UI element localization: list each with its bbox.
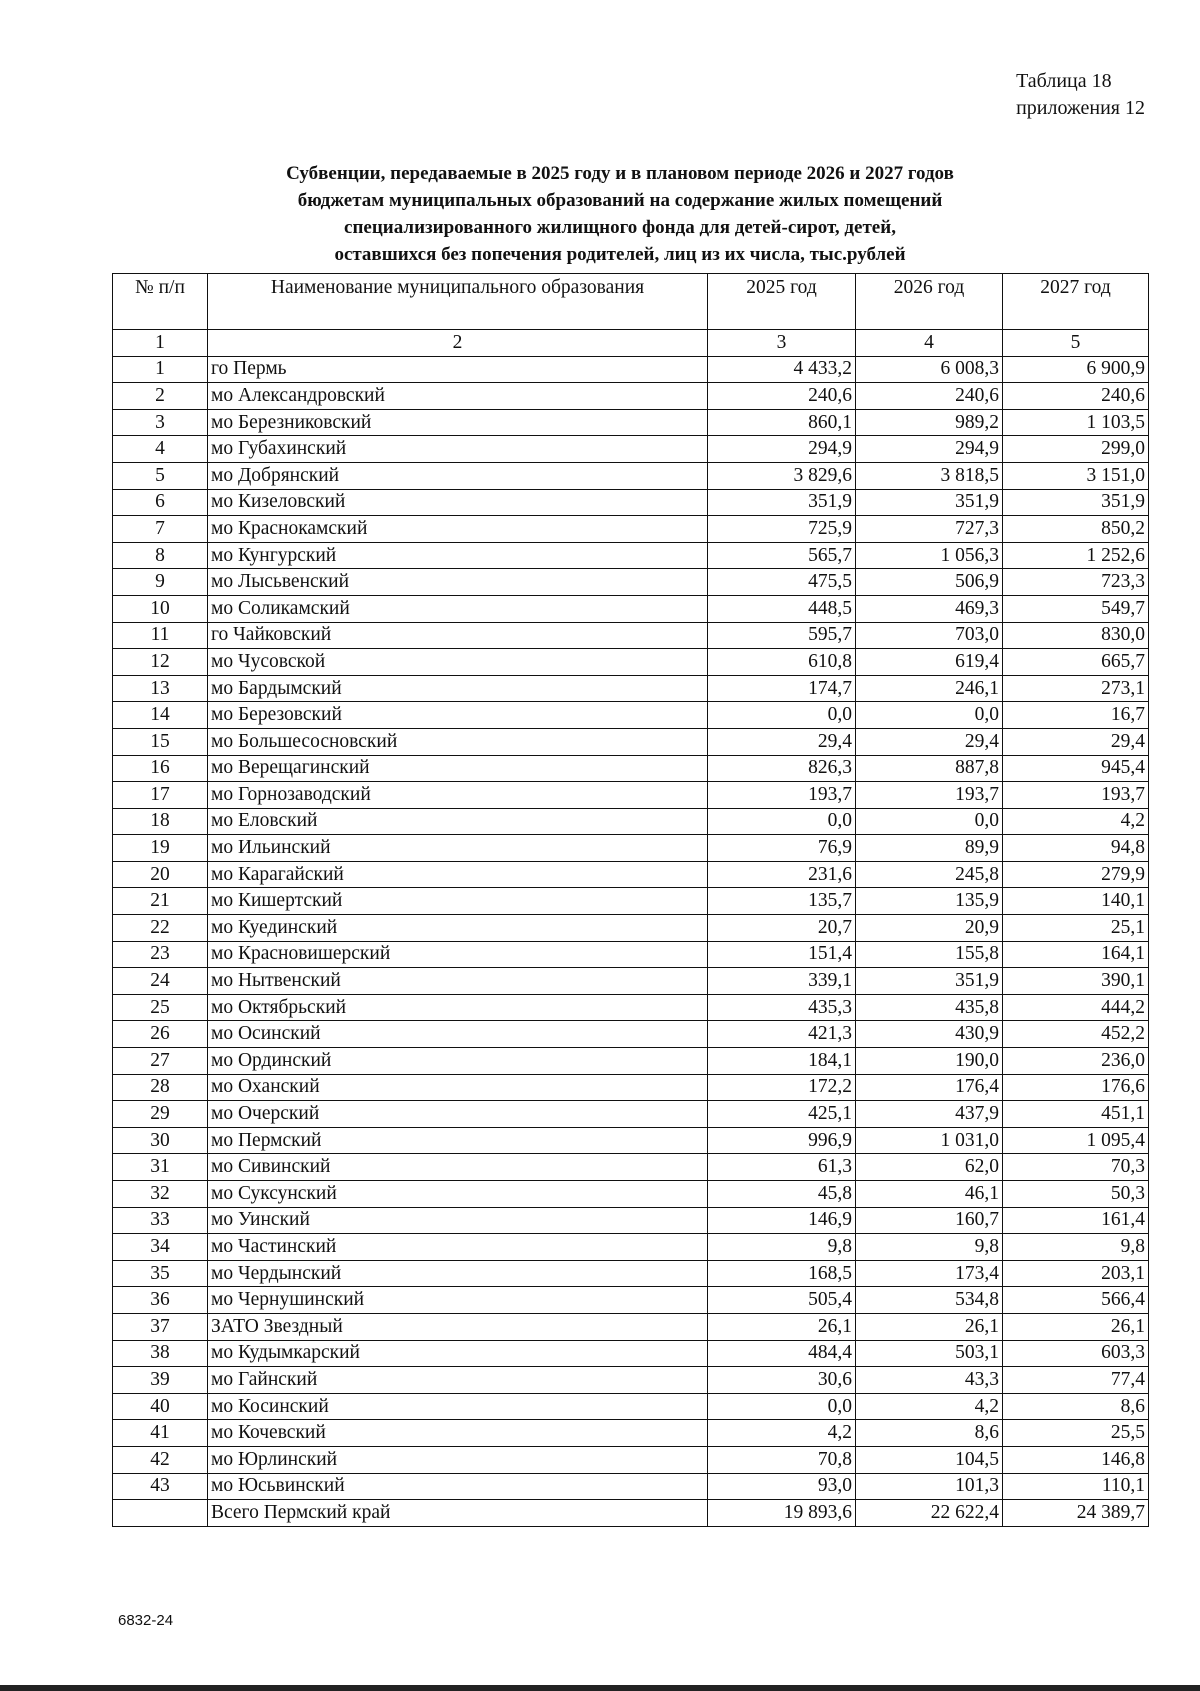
municipality-name: мо Березниковский <box>208 409 708 436</box>
table-row <box>113 1313 1149 1340</box>
municipality-name: мо Губахинский <box>208 436 708 463</box>
total-2025: 19 893,6 <box>708 1500 856 1527</box>
row-number: 21 <box>113 888 208 915</box>
document-title <box>220 160 1020 268</box>
value-2026: 1 031,0 <box>856 1127 1003 1154</box>
row-number: 24 <box>113 968 208 995</box>
title-line3: специализированного жилищного фонда для детей-сирот, детей, <box>344 217 896 238</box>
table-row <box>113 1154 1149 1181</box>
row-number: 29 <box>113 1101 208 1128</box>
municipality-name: мо Чернушинский <box>208 1287 708 1314</box>
value-2027: 29,4 <box>1003 728 1149 755</box>
table-row <box>113 1127 1149 1154</box>
value-2026: 104,5 <box>856 1446 1003 1473</box>
row-number: 38 <box>113 1340 208 1367</box>
total-label: Всего Пермский край <box>208 1500 708 1527</box>
row-number: 3 <box>113 409 208 436</box>
municipality-name: мо Бардымский <box>208 675 708 702</box>
value-2025: 45,8 <box>708 1181 856 1208</box>
table-row <box>113 1260 1149 1287</box>
value-2026: 989,2 <box>856 409 1003 436</box>
municipality-name: мо Кизеловский <box>208 489 708 516</box>
municipality-name: мо Гайнский <box>208 1367 708 1394</box>
municipality-name: мо Горнозаводский <box>208 782 708 809</box>
row-number: 16 <box>113 755 208 782</box>
value-2027: 236,0 <box>1003 1048 1149 1075</box>
value-2027: 6 900,9 <box>1003 356 1149 383</box>
value-2027: 176,6 <box>1003 1074 1149 1101</box>
row-number: 28 <box>113 1074 208 1101</box>
value-2027: 566,4 <box>1003 1287 1149 1314</box>
municipality-name: мо Пермский <box>208 1127 708 1154</box>
table-row <box>113 409 1149 436</box>
table-row <box>113 1446 1149 1473</box>
municipality-name: мо Верещагинский <box>208 755 708 782</box>
value-2025: 30,6 <box>708 1367 856 1394</box>
value-2026: 26,1 <box>856 1313 1003 1340</box>
value-2025: 3 829,6 <box>708 462 856 489</box>
municipality-name: мо Уинский <box>208 1207 708 1234</box>
table-row <box>113 622 1149 649</box>
municipality-name: мо Куединский <box>208 915 708 942</box>
value-2025: 70,8 <box>708 1446 856 1473</box>
value-2026: 155,8 <box>856 941 1003 968</box>
row-number: 18 <box>113 808 208 835</box>
table-row <box>113 595 1149 622</box>
value-2026: 176,4 <box>856 1074 1003 1101</box>
value-2025: 4 433,2 <box>708 356 856 383</box>
value-2027: 444,2 <box>1003 994 1149 1021</box>
value-2027: 273,1 <box>1003 675 1149 702</box>
row-number: 26 <box>113 1021 208 1048</box>
row-number: 23 <box>113 941 208 968</box>
municipality-name: мо Красновишерский <box>208 941 708 968</box>
table-row <box>113 1101 1149 1128</box>
value-2025: 0,0 <box>708 808 856 835</box>
row-number: 19 <box>113 835 208 862</box>
value-2026: 3 818,5 <box>856 462 1003 489</box>
value-2025: 339,1 <box>708 968 856 995</box>
value-2027: 110,1 <box>1003 1473 1149 1500</box>
value-2027: 203,1 <box>1003 1260 1149 1287</box>
value-2025: 421,3 <box>708 1021 856 1048</box>
value-2025: 61,3 <box>708 1154 856 1181</box>
value-2026: 246,1 <box>856 675 1003 702</box>
value-2026: 8,6 <box>856 1420 1003 1447</box>
value-2025: 193,7 <box>708 782 856 809</box>
table-row <box>113 888 1149 915</box>
table-row <box>113 1340 1149 1367</box>
municipality-name: мо Нытвенский <box>208 968 708 995</box>
value-2026: 503,1 <box>856 1340 1003 1367</box>
value-2026: 727,3 <box>856 516 1003 543</box>
table-reference-line1: Таблица 18 <box>1016 70 1112 92</box>
total-2026: 22 622,4 <box>856 1500 1003 1527</box>
value-2026: 29,4 <box>856 728 1003 755</box>
municipality-name: мо Октябрьский <box>208 994 708 1021</box>
row-number: 32 <box>113 1181 208 1208</box>
table-row <box>113 861 1149 888</box>
table-row <box>113 489 1149 516</box>
value-2026: 619,4 <box>856 649 1003 676</box>
row-number: 5 <box>113 462 208 489</box>
value-2027: 945,4 <box>1003 755 1149 782</box>
value-2026: 62,0 <box>856 1154 1003 1181</box>
value-2026: 240,6 <box>856 383 1003 410</box>
municipality-name: мо Еловский <box>208 808 708 835</box>
value-2025: 996,9 <box>708 1127 856 1154</box>
value-2025: 595,7 <box>708 622 856 649</box>
value-2026: 46,1 <box>856 1181 1003 1208</box>
value-2027: 299,0 <box>1003 436 1149 463</box>
value-2026: 101,3 <box>856 1473 1003 1500</box>
municipality-name: мо Суксунский <box>208 1181 708 1208</box>
value-2026: 6 008,3 <box>856 356 1003 383</box>
table-row <box>113 1420 1149 1447</box>
value-2025: 484,4 <box>708 1340 856 1367</box>
value-2025: 294,9 <box>708 436 856 463</box>
table-row <box>113 1234 1149 1261</box>
value-2026: 430,9 <box>856 1021 1003 1048</box>
value-2026: 437,9 <box>856 1101 1003 1128</box>
value-2027: 4,2 <box>1003 808 1149 835</box>
table-header-row <box>113 274 1149 330</box>
title-line1: Субвенции, передаваемые в 2025 году и в плановом периоде 2026 и 2027 годов <box>286 163 954 184</box>
value-2025: 26,1 <box>708 1313 856 1340</box>
value-2025: 725,9 <box>708 516 856 543</box>
value-2027: 70,3 <box>1003 1154 1149 1181</box>
column-number: 4 <box>856 330 1003 357</box>
table-row <box>113 994 1149 1021</box>
municipality-name: мо Сивинский <box>208 1154 708 1181</box>
header-2026: 2026 год <box>856 274 1003 330</box>
value-2026: 351,9 <box>856 489 1003 516</box>
table-row <box>113 462 1149 489</box>
value-2025: 135,7 <box>708 888 856 915</box>
row-number: 4 <box>113 436 208 463</box>
row-number: 13 <box>113 675 208 702</box>
municipality-name: мо Юсьвинский <box>208 1473 708 1500</box>
municipality-name: мо Ординский <box>208 1048 708 1075</box>
value-2025: 351,9 <box>708 489 856 516</box>
row-number: 30 <box>113 1127 208 1154</box>
value-2025: 174,7 <box>708 675 856 702</box>
header-2025: 2025 год <box>708 274 856 330</box>
value-2027: 25,5 <box>1003 1420 1149 1447</box>
total-row <box>113 1500 1149 1527</box>
table-row <box>113 808 1149 835</box>
row-number: 17 <box>113 782 208 809</box>
value-2027: 50,3 <box>1003 1181 1149 1208</box>
value-2025: 475,5 <box>708 569 856 596</box>
row-number: 25 <box>113 994 208 1021</box>
value-2025: 29,4 <box>708 728 856 755</box>
row-number: 42 <box>113 1446 208 1473</box>
row-number: 22 <box>113 915 208 942</box>
row-number: 1 <box>113 356 208 383</box>
value-2027: 9,8 <box>1003 1234 1149 1261</box>
value-2025: 425,1 <box>708 1101 856 1128</box>
value-2026: 0,0 <box>856 808 1003 835</box>
column-number-row <box>113 330 1149 357</box>
table-row <box>113 782 1149 809</box>
row-number: 8 <box>113 542 208 569</box>
table-row <box>113 941 1149 968</box>
value-2027: 390,1 <box>1003 968 1149 995</box>
table-body <box>113 356 1149 1500</box>
row-number: 20 <box>113 861 208 888</box>
table-row <box>113 569 1149 596</box>
value-2027: 1 252,6 <box>1003 542 1149 569</box>
value-2027: 25,1 <box>1003 915 1149 942</box>
value-2025: 231,6 <box>708 861 856 888</box>
value-2025: 184,1 <box>708 1048 856 1075</box>
value-2026: 887,8 <box>856 755 1003 782</box>
value-2027: 603,3 <box>1003 1340 1149 1367</box>
table-row <box>113 1021 1149 1048</box>
municipality-name: мо Чердынский <box>208 1260 708 1287</box>
municipality-name: мо Частинский <box>208 1234 708 1261</box>
value-2025: 4,2 <box>708 1420 856 1447</box>
municipality-name: мо Соликамский <box>208 595 708 622</box>
value-2027: 351,9 <box>1003 489 1149 516</box>
value-2026: 1 056,3 <box>856 542 1003 569</box>
municipality-name: мо Кунгурский <box>208 542 708 569</box>
table-row <box>113 728 1149 755</box>
header-number: № п/п <box>113 274 208 330</box>
table-row <box>113 1393 1149 1420</box>
value-2026: 0,0 <box>856 702 1003 729</box>
value-2025: 172,2 <box>708 1074 856 1101</box>
value-2026: 435,8 <box>856 994 1003 1021</box>
table-reference-line2: приложения 12 <box>1016 97 1145 119</box>
row-number: 31 <box>113 1154 208 1181</box>
row-number: 6 <box>113 489 208 516</box>
row-number: 10 <box>113 595 208 622</box>
table-row <box>113 383 1149 410</box>
municipality-name: мо Кишертский <box>208 888 708 915</box>
row-number: 33 <box>113 1207 208 1234</box>
value-2027: 723,3 <box>1003 569 1149 596</box>
table-row <box>113 542 1149 569</box>
table-row <box>113 649 1149 676</box>
row-number: 36 <box>113 1287 208 1314</box>
column-number: 2 <box>208 330 708 357</box>
value-2026: 351,9 <box>856 968 1003 995</box>
value-2025: 93,0 <box>708 1473 856 1500</box>
value-2027: 1 095,4 <box>1003 1127 1149 1154</box>
column-number: 5 <box>1003 330 1149 357</box>
value-2027: 279,9 <box>1003 861 1149 888</box>
value-2025: 151,4 <box>708 941 856 968</box>
value-2027: 240,6 <box>1003 383 1149 410</box>
row-number: 34 <box>113 1234 208 1261</box>
table-row <box>113 702 1149 729</box>
table-row <box>113 1048 1149 1075</box>
value-2025: 505,4 <box>708 1287 856 1314</box>
table-row <box>113 675 1149 702</box>
value-2026: 89,9 <box>856 835 1003 862</box>
table-row <box>113 356 1149 383</box>
scan-edge-line <box>0 1685 1200 1691</box>
value-2027: 26,1 <box>1003 1313 1149 1340</box>
row-number: 43 <box>113 1473 208 1500</box>
header-municipality-name: Наименование муниципального образования <box>208 274 708 330</box>
municipality-name: мо Чусовской <box>208 649 708 676</box>
value-2027: 140,1 <box>1003 888 1149 915</box>
row-number: 27 <box>113 1048 208 1075</box>
table-row <box>113 1074 1149 1101</box>
value-2026: 703,0 <box>856 622 1003 649</box>
table-row <box>113 1367 1149 1394</box>
value-2026: 4,2 <box>856 1393 1003 1420</box>
row-number: 9 <box>113 569 208 596</box>
municipality-name: мо Юрлинский <box>208 1446 708 1473</box>
value-2025: 565,7 <box>708 542 856 569</box>
table-row <box>113 1473 1149 1500</box>
value-2025: 168,5 <box>708 1260 856 1287</box>
title-line4: оставшихся без попечения родителей, лиц из их числа, тыс.рублей <box>334 244 906 265</box>
row-number: 12 <box>113 649 208 676</box>
municipality-name: мо Большесосновский <box>208 728 708 755</box>
subventions-table <box>112 273 1149 1527</box>
value-2026: 245,8 <box>856 861 1003 888</box>
value-2025: 435,3 <box>708 994 856 1021</box>
value-2026: 294,9 <box>856 436 1003 463</box>
total-2027: 24 389,7 <box>1003 1500 1149 1527</box>
value-2025: 0,0 <box>708 1393 856 1420</box>
column-number: 3 <box>708 330 856 357</box>
value-2025: 448,5 <box>708 595 856 622</box>
value-2026: 193,7 <box>856 782 1003 809</box>
table-row <box>113 1181 1149 1208</box>
row-number: 11 <box>113 622 208 649</box>
row-number: 35 <box>113 1260 208 1287</box>
table-row <box>113 968 1149 995</box>
municipality-name: мо Косинский <box>208 1393 708 1420</box>
value-2027: 452,2 <box>1003 1021 1149 1048</box>
row-number: 15 <box>113 728 208 755</box>
value-2027: 1 103,5 <box>1003 409 1149 436</box>
municipality-name: мо Краснокамский <box>208 516 708 543</box>
municipality-name: мо Карагайский <box>208 861 708 888</box>
table-reference <box>1016 68 1145 122</box>
value-2027: 549,7 <box>1003 595 1149 622</box>
value-2027: 16,7 <box>1003 702 1149 729</box>
municipality-name: мо Ильинский <box>208 835 708 862</box>
value-2025: 9,8 <box>708 1234 856 1261</box>
value-2027: 850,2 <box>1003 516 1149 543</box>
municipality-name: мо Очерский <box>208 1101 708 1128</box>
value-2026: 9,8 <box>856 1234 1003 1261</box>
table-row <box>113 915 1149 942</box>
total-number-cell <box>113 1500 208 1527</box>
value-2026: 506,9 <box>856 569 1003 596</box>
municipality-name: го Чайковский <box>208 622 708 649</box>
document-code: 6832-24 <box>118 1612 174 1629</box>
municipality-name: мо Кочевский <box>208 1420 708 1447</box>
value-2027: 146,8 <box>1003 1446 1149 1473</box>
municipality-name: мо Лысьвенский <box>208 569 708 596</box>
value-2025: 860,1 <box>708 409 856 436</box>
value-2027: 451,1 <box>1003 1101 1149 1128</box>
value-2027: 665,7 <box>1003 649 1149 676</box>
value-2026: 20,9 <box>856 915 1003 942</box>
value-2026: 135,9 <box>856 888 1003 915</box>
table-row <box>113 436 1149 463</box>
value-2025: 20,7 <box>708 915 856 942</box>
value-2027: 77,4 <box>1003 1367 1149 1394</box>
value-2026: 469,3 <box>856 595 1003 622</box>
row-number: 14 <box>113 702 208 729</box>
title-line2: бюджетам муниципальных образований на содержание жилых помещений <box>297 190 943 211</box>
municipality-name: го Пермь <box>208 356 708 383</box>
municipality-name: мо Добрянский <box>208 462 708 489</box>
value-2026: 160,7 <box>856 1207 1003 1234</box>
value-2025: 610,8 <box>708 649 856 676</box>
value-2026: 43,3 <box>856 1367 1003 1394</box>
row-number: 41 <box>113 1420 208 1447</box>
value-2025: 146,9 <box>708 1207 856 1234</box>
table-row <box>113 516 1149 543</box>
value-2027: 164,1 <box>1003 941 1149 968</box>
value-2026: 190,0 <box>856 1048 1003 1075</box>
value-2027: 830,0 <box>1003 622 1149 649</box>
column-number: 1 <box>113 330 208 357</box>
value-2026: 534,8 <box>856 1287 1003 1314</box>
table-row <box>113 1207 1149 1234</box>
table-row <box>113 755 1149 782</box>
municipality-name: мо Кудымкарский <box>208 1340 708 1367</box>
row-number: 39 <box>113 1367 208 1394</box>
value-2025: 76,9 <box>708 835 856 862</box>
value-2027: 94,8 <box>1003 835 1149 862</box>
municipality-name: мо Березовский <box>208 702 708 729</box>
table-row <box>113 1287 1149 1314</box>
table-row <box>113 835 1149 862</box>
value-2025: 0,0 <box>708 702 856 729</box>
value-2025: 240,6 <box>708 383 856 410</box>
value-2027: 8,6 <box>1003 1393 1149 1420</box>
value-2026: 173,4 <box>856 1260 1003 1287</box>
row-number: 40 <box>113 1393 208 1420</box>
value-2027: 193,7 <box>1003 782 1149 809</box>
municipality-name: мо Александровский <box>208 383 708 410</box>
row-number: 37 <box>113 1313 208 1340</box>
header-2027: 2027 год <box>1003 274 1149 330</box>
value-2027: 3 151,0 <box>1003 462 1149 489</box>
municipality-name: мо Осинский <box>208 1021 708 1048</box>
value-2025: 826,3 <box>708 755 856 782</box>
municipality-name: мо Оханский <box>208 1074 708 1101</box>
row-number: 2 <box>113 383 208 410</box>
row-number: 7 <box>113 516 208 543</box>
municipality-name: ЗАТО Звездный <box>208 1313 708 1340</box>
value-2027: 161,4 <box>1003 1207 1149 1234</box>
